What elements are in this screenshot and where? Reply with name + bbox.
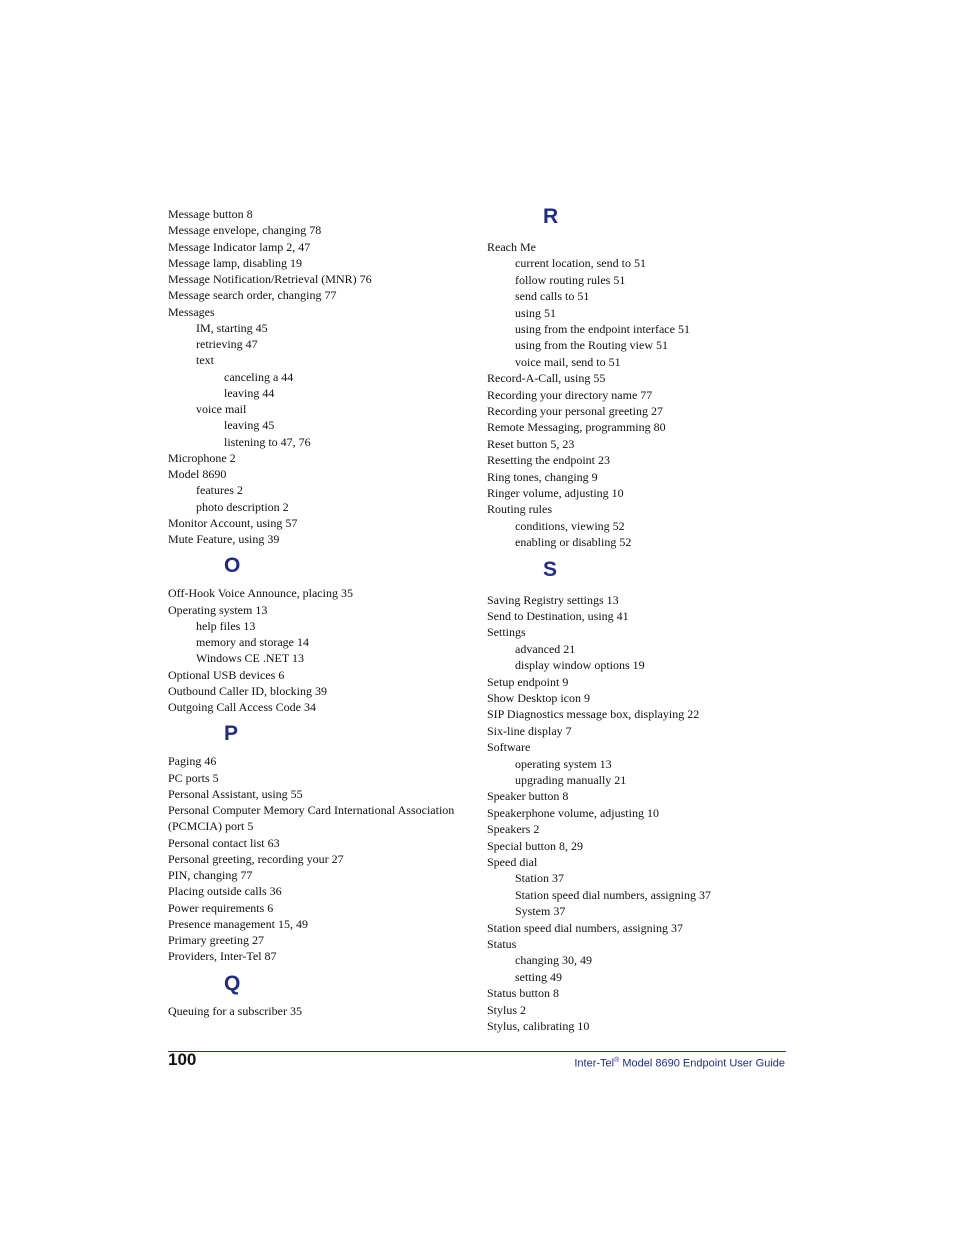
index-entry: Microphone 2 [168, 450, 236, 465]
index-subentry: features 2 [196, 483, 243, 498]
index-entry: Resetting the endpoint 23 [487, 453, 610, 468]
index-entry: Stylus, calibrating 10 [487, 1019, 590, 1033]
index-entry: Personal contact list 63 [168, 835, 280, 850]
page-number: 100 [168, 1050, 197, 1069]
index-entry: (PCMCIA) port 5 [168, 819, 254, 834]
index-entry: Power requirements 6 [168, 900, 274, 915]
index-subentry: photo description 2 [196, 499, 289, 514]
index-subentry: leaving 44 [224, 385, 275, 400]
index-entry: Personal Assistant, using 55 [168, 786, 303, 801]
index-entry: Speakers 2 [487, 822, 540, 837]
index-subentry: changing 30, 49 [515, 953, 592, 968]
index-entry: Providers, Inter-Tel 87 [168, 949, 277, 964]
index-entry: Speed dial [487, 855, 538, 869]
index-subentry: using from the Routing view 51 [515, 338, 668, 353]
index-subentry: retrieving 47 [196, 337, 258, 351]
index-entry: Monitor Account, using 57 [168, 515, 298, 530]
index-subentry: using 51 [515, 305, 557, 320]
index-entry: SIP Diagnostics message box, displaying 22 [487, 707, 700, 722]
footer-document-title [574, 1057, 785, 1070]
index-entry: Optional USB devices 6 [168, 667, 285, 682]
footer-title-rest: Model 8690 Endpoint User Guide [619, 1057, 785, 1070]
index-entry: Message search order, changing 77 [168, 288, 337, 303]
index-subentry: voice mail, send to 51 [515, 354, 621, 369]
index-entry: Send to Destination, using 41 [487, 609, 629, 623]
index-subentry: memory and storage 14 [196, 635, 309, 649]
index-entry: Show Desktop icon 9 [487, 691, 590, 705]
section-letter-o: O [224, 554, 241, 578]
index-entry: Queuing for a subscriber 35 [168, 1003, 302, 1018]
index-entry: Six-line display 7 [487, 723, 572, 738]
index-subentry: send calls to 51 [515, 289, 590, 304]
index-entry: Message button 8 [168, 207, 253, 221]
index-entry: Record-A-Call, using 55 [487, 371, 606, 386]
index-entry: Speaker button 8 [487, 789, 569, 804]
index-entry: Settings [487, 625, 526, 640]
section-letter-q: Q [224, 971, 241, 995]
index-entry: Outgoing Call Access Code 34 [168, 700, 316, 714]
index-subentry: canceling a 44 [224, 369, 294, 384]
index-subentry: operating system 13 [515, 756, 612, 771]
index-entry: Paging 46 [168, 754, 217, 769]
index-entry: Stylus 2 [487, 1002, 527, 1017]
footer-divider [168, 1051, 786, 1052]
index-subentry: advanced 21 [515, 641, 576, 656]
index-entry: Special button 8, 29 [487, 838, 583, 853]
index-entry: Reach Me [487, 240, 536, 254]
index-entry: Message envelope, changing 78 [168, 223, 322, 238]
index-entry: Routing rules [487, 502, 552, 517]
index-entry: Ringer volume, adjusting 10 [487, 486, 624, 500]
index-entry: PC ports 5 [168, 770, 219, 785]
index-entry: Speakerphone volume, adjusting 10 [487, 805, 659, 820]
section-letter-p: P [224, 722, 239, 746]
index-subentry: using from the endpoint interface 51 [515, 322, 690, 336]
index-entry: Personal greeting, recording your 27 [168, 851, 344, 866]
index-subentry: listening to 47, 76 [224, 434, 311, 449]
section-letter-s: S [543, 557, 558, 581]
index-subentry: conditions, viewing 52 [515, 518, 625, 533]
index-subentry: voice mail [196, 402, 247, 416]
index-subentry: System 37 [515, 904, 566, 919]
index-subentry: Station 37 [515, 871, 565, 886]
index-entry: Setup endpoint 9 [487, 674, 569, 689]
index-subentry: setting 49 [515, 969, 562, 984]
index-entry: Personal Computer Memory Card International Association [168, 803, 455, 817]
index-entry: Status [487, 937, 517, 951]
index-entry: Operating system 13 [168, 602, 268, 617]
index-entry: Remote Messaging, programming 80 [487, 420, 666, 435]
index-entry: Message Indicator lamp 2, 47 [168, 239, 311, 254]
index-entry: Message Notification/Retrieval (MNR) 76 [168, 272, 372, 286]
index-entry: PIN, changing 77 [168, 868, 253, 882]
index-entry: Presence management 15, 49 [168, 916, 308, 931]
section-letter-r: R [543, 205, 559, 228]
index-entry: Message lamp, disabling 19 [168, 255, 302, 270]
index-entry: Placing outside calls 36 [168, 884, 282, 899]
index-subentry: enabling or disabling 52 [515, 535, 632, 550]
index-entry: Saving Registry settings 13 [487, 592, 619, 607]
index-subentry: text [196, 353, 214, 368]
index-entry: Ring tones, changing 9 [487, 469, 598, 484]
footer-brand: Inter-Tel [574, 1057, 615, 1070]
index-entry: Station speed dial numbers, assigning 37 [487, 920, 683, 935]
index-entry: Software [487, 740, 531, 755]
index-subentry: Windows CE .NET 13 [196, 651, 304, 666]
index-subentry: Station speed dial numbers, assigning 37 [515, 887, 711, 902]
index-entry: Model 8690 [168, 467, 227, 481]
index-entry: Outbound Caller ID, blocking 39 [168, 683, 327, 698]
index-entry: Mute Feature, using 39 [168, 532, 280, 546]
index-subentry: leaving 45 [224, 418, 275, 433]
index-entry: Status button 8 [487, 986, 560, 1001]
registered-mark: ® [614, 1057, 620, 1064]
index-entry: Recording your directory name 77 [487, 387, 653, 402]
index-subentry: current location, send to 51 [515, 256, 646, 271]
index-entry: Messages [168, 304, 215, 319]
index-subentry: IM, starting 45 [196, 320, 268, 335]
index-entry: Reset button 5, 23 [487, 436, 575, 451]
index-entry: Recording your personal greeting 27 [487, 404, 663, 418]
index-subentry: upgrading manually 21 [515, 773, 627, 787]
index-subentry: follow routing rules 51 [515, 272, 626, 287]
index-entry: Off-Hook Voice Announce, placing 35 [168, 586, 353, 601]
index-subentry: help files 13 [196, 618, 256, 633]
index-entry: Primary greeting 27 [168, 933, 264, 947]
index-subentry: display window options 19 [515, 658, 645, 673]
